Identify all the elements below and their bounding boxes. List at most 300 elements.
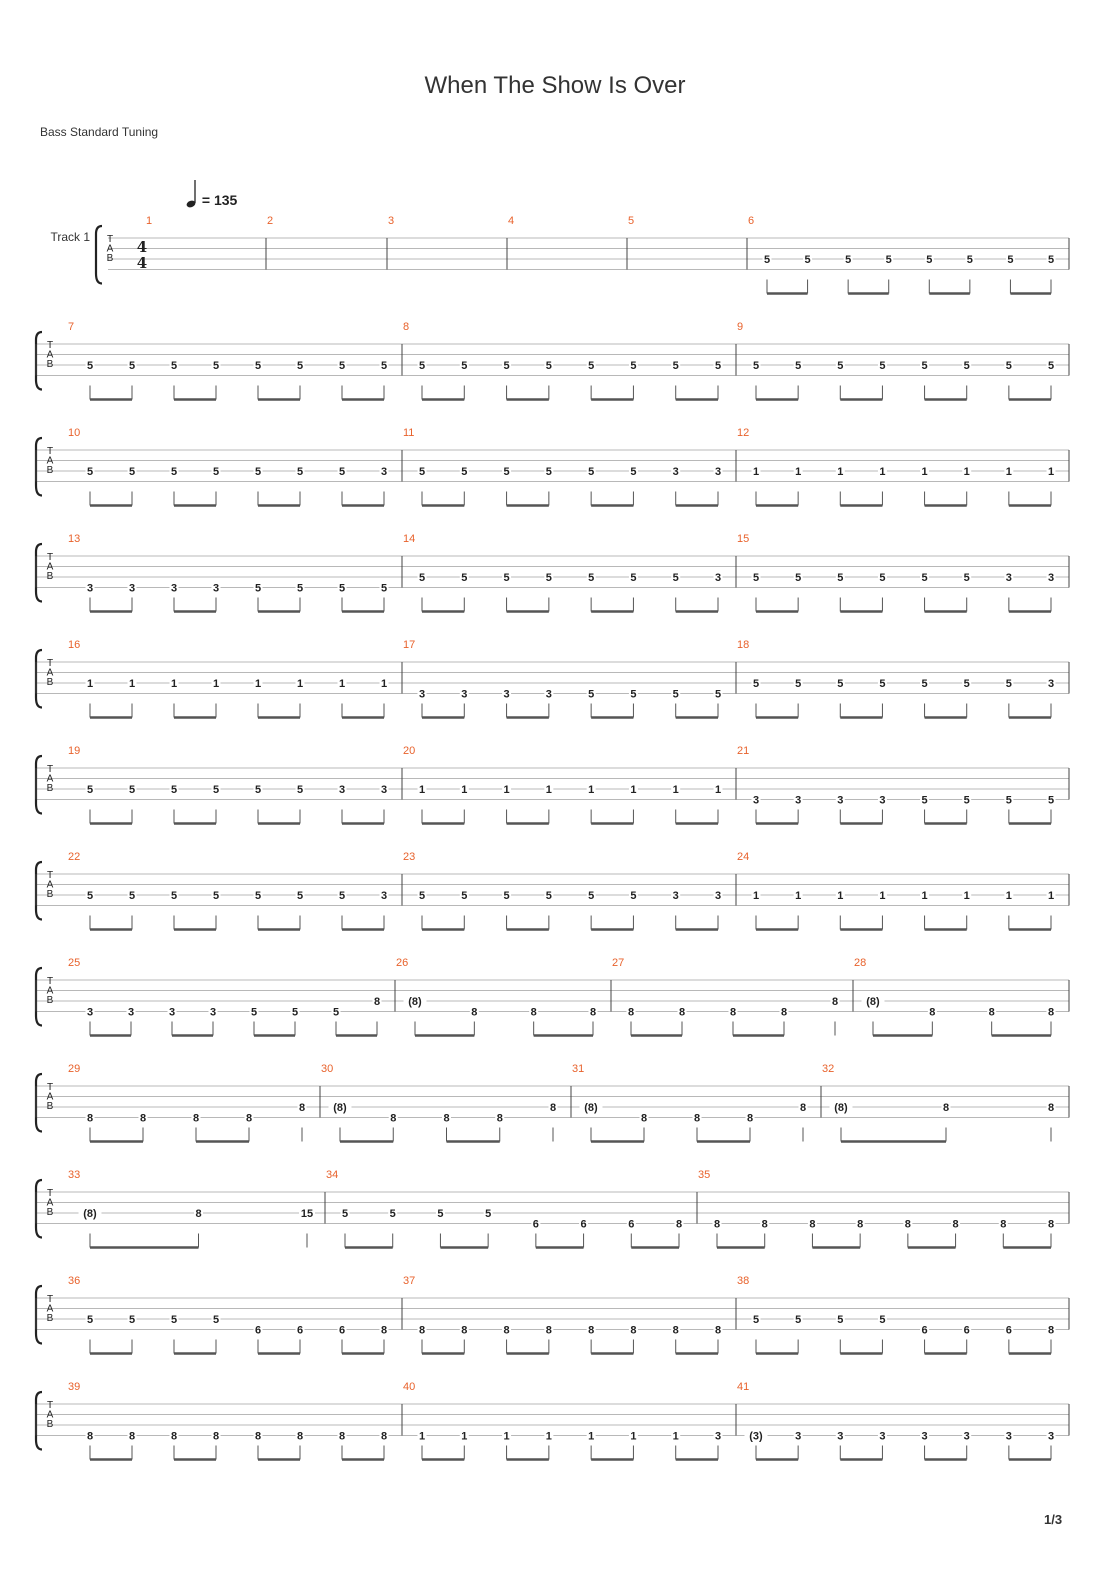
measure-number: 4 <box>508 215 515 227</box>
measure-number: 20 <box>403 745 416 757</box>
tab-clef-letter: A <box>46 561 54 573</box>
fret-number: 5 <box>966 254 973 266</box>
fret-number: 1 <box>545 1430 552 1443</box>
fret-number: 3 <box>503 688 510 701</box>
fret-number: 5 <box>291 1006 299 1019</box>
measure-number: 15 <box>737 533 750 545</box>
fret-number: 5 <box>418 572 426 584</box>
fret-number: 8 <box>952 1218 959 1231</box>
fret-number: 6 <box>296 1324 304 1337</box>
fret-number: 5 <box>86 360 94 372</box>
fret-number: 5 <box>804 254 811 266</box>
fret-number: 5 <box>752 360 760 372</box>
fret-number: 3 <box>86 1006 94 1019</box>
tab-clef-letter: T <box>46 446 54 457</box>
tab-clef-letter: A <box>46 667 54 679</box>
fret-number: (8) <box>584 1102 598 1114</box>
fret-number: 3 <box>127 1006 135 1019</box>
fret-number: 5 <box>1007 254 1014 266</box>
fret-number: 8 <box>746 1112 754 1125</box>
fret-number: 5 <box>795 572 802 584</box>
measure-number: 27 <box>612 957 625 969</box>
measure-number: 22 <box>68 851 81 863</box>
fret-number: 8 <box>139 1112 147 1125</box>
fret-number: 8 <box>245 1112 253 1125</box>
tab-clef-letter: B <box>46 1313 54 1324</box>
fret-number: 1 <box>418 1430 426 1443</box>
fret-number: 5 <box>795 360 802 372</box>
fret-number: 5 <box>296 784 304 796</box>
fret-number: 5 <box>170 784 178 796</box>
measure-number: 5 <box>628 215 635 227</box>
fret-number: 5 <box>837 360 844 372</box>
fret-number: 5 <box>254 582 262 595</box>
fret-number: 15 <box>300 1208 314 1220</box>
tab-clef-letter: A <box>46 773 54 785</box>
fret-number: 5 <box>545 572 552 584</box>
fret-number: 6 <box>1005 1324 1012 1337</box>
tab-clef-letter: B <box>46 1207 54 1218</box>
fret-number: 3 <box>795 794 802 807</box>
fret-number: 5 <box>926 254 933 266</box>
fret-number: 6 <box>963 1324 970 1337</box>
fret-number: 1 <box>418 784 426 796</box>
fret-number: 8 <box>761 1218 768 1231</box>
fret-number: 3 <box>1005 1430 1012 1443</box>
fret-number: 3 <box>1047 1430 1055 1443</box>
fret-number: 1 <box>503 784 510 796</box>
fret-number: 8 <box>254 1430 262 1443</box>
measure-number: 38 <box>737 1275 750 1287</box>
fret-number: 5 <box>588 466 595 478</box>
fret-number: 8 <box>988 1006 995 1019</box>
fret-number: 1 <box>1047 466 1055 478</box>
fret-number: 5 <box>86 1314 94 1326</box>
measure-number: 40 <box>403 1381 416 1393</box>
fret-number: 3 <box>338 784 346 796</box>
fret-number: 5 <box>921 794 928 807</box>
fret-number: 8 <box>630 1324 637 1337</box>
fret-number: 3 <box>212 582 220 595</box>
fret-number: 5 <box>963 360 970 372</box>
fret-number: 1 <box>461 1430 468 1443</box>
fret-number: 5 <box>630 572 637 584</box>
fret-number: 5 <box>212 784 220 796</box>
fret-number: 1 <box>879 890 886 902</box>
fret-number: 8 <box>799 1102 807 1114</box>
fret-number: 5 <box>672 688 679 701</box>
fret-number: 3 <box>128 582 136 595</box>
tab-clef-letter: T <box>46 1400 54 1411</box>
fret-number: 5 <box>1005 794 1012 807</box>
fret-number: 8 <box>1047 1218 1055 1231</box>
measure-number: 32 <box>822 1063 835 1075</box>
fret-number: 3 <box>380 466 388 478</box>
tab-clef-letter: A <box>46 455 54 467</box>
fret-number: 8 <box>471 1006 478 1019</box>
fret-number: 5 <box>170 360 178 372</box>
fret-number: 1 <box>630 1430 637 1443</box>
fret-number: 5 <box>630 360 637 372</box>
fret-number: 1 <box>672 1430 679 1443</box>
tab-clef-letter: T <box>46 1294 54 1305</box>
fret-number: 5 <box>1005 360 1012 372</box>
fret-number: 1 <box>963 466 970 478</box>
measure-number: 34 <box>326 1169 339 1181</box>
fret-number: 5 <box>752 678 760 690</box>
measure-number: 9 <box>737 321 744 333</box>
fret-number: 6 <box>580 1218 587 1231</box>
fret-number: 5 <box>885 254 892 266</box>
fret-number: 8 <box>929 1006 936 1019</box>
fret-number: 5 <box>418 466 426 478</box>
fret-number: 5 <box>332 1006 340 1019</box>
fret-number: 5 <box>212 466 220 478</box>
fret-number: 1 <box>837 890 844 902</box>
fret-number: 5 <box>921 678 928 690</box>
tab-clef-letter: T <box>46 340 54 351</box>
measure-number: 28 <box>854 957 867 969</box>
fret-number: 5 <box>128 1314 136 1326</box>
measure-number: 30 <box>321 1063 334 1075</box>
measure-number: 3 <box>388 215 395 227</box>
tab-clef-letter: A <box>46 985 54 997</box>
measure-number: 25 <box>68 957 81 969</box>
fret-number: 5 <box>250 1006 258 1019</box>
fret-number: 1 <box>380 678 388 690</box>
fret-number: 8 <box>443 1112 450 1125</box>
fret-number: 6 <box>254 1324 262 1337</box>
fret-number: 3 <box>672 890 679 902</box>
fret-number: 5 <box>672 360 679 372</box>
measure-number: 17 <box>403 639 416 651</box>
fret-number: 1 <box>672 784 679 796</box>
fret-number: 3 <box>1005 572 1012 584</box>
tab-clef-letter: A <box>46 349 54 361</box>
fret-number: 8 <box>627 1006 635 1019</box>
fret-number: 8 <box>418 1324 426 1337</box>
fret-number: 8 <box>212 1430 220 1443</box>
fret-number: 8 <box>1047 1102 1055 1114</box>
measure-number: 19 <box>68 745 81 757</box>
tab-clef-letter: B <box>46 783 54 794</box>
fret-number: 3 <box>86 582 94 595</box>
fret-number: 8 <box>390 1112 397 1125</box>
fret-number: 1 <box>879 466 886 478</box>
measure-number: 36 <box>68 1275 81 1287</box>
fret-number: 1 <box>170 678 178 690</box>
fret-number: 6 <box>532 1218 539 1231</box>
measure-number: 29 <box>68 1063 81 1075</box>
tab-clef-letter: B <box>46 1419 54 1430</box>
tab-clef-letter: B <box>46 995 54 1006</box>
measure-number: 16 <box>68 639 81 651</box>
fret-number: 8 <box>904 1218 911 1231</box>
fret-number: 3 <box>714 1430 722 1443</box>
fret-number: 5 <box>714 360 722 372</box>
measure-number: 13 <box>68 533 81 545</box>
fret-number: 8 <box>1047 1006 1055 1019</box>
measure-number: 18 <box>737 639 750 651</box>
fret-number: 5 <box>795 678 802 690</box>
fret-number: 6 <box>628 1218 635 1231</box>
fret-number: 8 <box>545 1324 552 1337</box>
fret-number: 3 <box>461 688 468 701</box>
fret-number: 5 <box>630 890 637 902</box>
track-label: Track 1 <box>50 230 90 244</box>
fret-number: 1 <box>921 466 928 478</box>
fret-number: 5 <box>212 360 220 372</box>
fret-number: 8 <box>693 1112 701 1125</box>
fret-number: 5 <box>879 678 886 690</box>
fret-number: 5 <box>341 1208 349 1220</box>
fret-number: 3 <box>879 1430 886 1443</box>
fret-number: 8 <box>296 1430 304 1443</box>
fret-number: 1 <box>588 784 595 796</box>
fret-number: 5 <box>545 890 552 902</box>
fret-number: 5 <box>545 466 552 478</box>
fret-number: (8) <box>866 996 880 1008</box>
fret-number: 8 <box>809 1218 816 1231</box>
fret-number: 8 <box>503 1324 510 1337</box>
tab-clef-letter: T <box>46 870 54 881</box>
fret-number: 5 <box>845 254 852 266</box>
fret-number: 8 <box>714 1324 722 1337</box>
fret-number: 3 <box>795 1430 802 1443</box>
song-title: When The Show Is Over <box>424 72 686 99</box>
fret-number: 1 <box>1005 466 1012 478</box>
fret-number: 1 <box>795 890 802 902</box>
measure-number: 24 <box>737 851 750 863</box>
fret-number: 5 <box>795 1314 802 1326</box>
system-bracket <box>36 968 42 1026</box>
system-bracket <box>36 544 42 602</box>
tab-clef-letter: B <box>106 253 114 264</box>
fret-number: 6 <box>921 1324 928 1337</box>
time-signature-bottom: 4 <box>136 254 148 272</box>
fret-number: 8 <box>831 996 839 1008</box>
tab-clef-letter: A <box>46 1091 54 1103</box>
fret-number: 5 <box>879 572 886 584</box>
fret-number: 3 <box>837 794 844 807</box>
fret-number: 5 <box>296 890 304 902</box>
tab-clef-letter: B <box>46 1101 54 1112</box>
system-bracket <box>36 1180 42 1238</box>
page-number: 1/3 <box>1044 1512 1063 1527</box>
fret-number: 5 <box>418 890 426 902</box>
measure-number: 14 <box>403 533 416 545</box>
fret-number: 3 <box>545 688 552 701</box>
fret-number: 1 <box>963 890 970 902</box>
fret-number: 5 <box>879 1314 886 1326</box>
fret-number: 3 <box>714 572 722 584</box>
fret-number: 3 <box>714 890 722 902</box>
measure-number: 39 <box>68 1381 81 1393</box>
fret-number: 8 <box>373 996 381 1008</box>
fret-number: 5 <box>1047 254 1055 266</box>
fret-number: 5 <box>963 678 970 690</box>
tab-clef-letter: T <box>46 976 54 987</box>
tab-clef-letter: B <box>46 889 54 900</box>
fret-number: 8 <box>338 1430 346 1443</box>
fret-number: 3 <box>1047 678 1055 690</box>
tab-clef-letter: B <box>46 359 54 370</box>
tab-clef-letter: B <box>46 677 54 688</box>
fret-number: 5 <box>128 466 136 478</box>
tab-clef-letter: T <box>46 552 54 563</box>
fret-number: 5 <box>1047 794 1055 807</box>
fret-number: 5 <box>338 890 346 902</box>
fret-number: 3 <box>418 688 426 701</box>
fret-number: 5 <box>503 360 510 372</box>
fret-number: 5 <box>545 360 552 372</box>
fret-number: (8) <box>834 1102 848 1114</box>
measure-number: 7 <box>68 321 75 333</box>
fret-number: 5 <box>338 466 346 478</box>
fret-number: 5 <box>837 572 844 584</box>
fret-number: 5 <box>254 360 262 372</box>
tab-clef-letter: A <box>46 1409 54 1421</box>
fret-number: 5 <box>296 582 304 595</box>
system-bracket <box>36 1392 42 1450</box>
fret-number: 5 <box>212 890 220 902</box>
fret-number: 5 <box>254 466 262 478</box>
fret-number: 3 <box>714 466 722 478</box>
fret-number: 5 <box>503 466 510 478</box>
fret-number: 8 <box>589 1006 597 1019</box>
measure-number: 2 <box>267 215 274 227</box>
fret-number: 1 <box>1047 890 1055 902</box>
fret-number: 3 <box>672 466 679 478</box>
tab-clef-letter: A <box>46 1303 54 1315</box>
fret-number: 5 <box>389 1208 396 1220</box>
fret-number: (3) <box>749 1430 763 1443</box>
fret-number: 5 <box>921 360 928 372</box>
fret-number: 1 <box>128 678 136 690</box>
tab-clef-letter: A <box>46 1197 54 1209</box>
fret-number: 8 <box>640 1112 648 1125</box>
tab-clef-letter: A <box>106 243 114 255</box>
fret-number: 5 <box>588 890 595 902</box>
fret-number: 8 <box>86 1430 94 1443</box>
tab-clef-letter: B <box>46 465 54 476</box>
fret-number: 5 <box>963 794 970 807</box>
fret-number: (8) <box>333 1102 347 1114</box>
fret-number: 1 <box>461 784 468 796</box>
tab-clef-letter: T <box>46 658 54 669</box>
fret-number: 5 <box>837 678 844 690</box>
fret-number: 5 <box>588 572 595 584</box>
measure-number: 6 <box>748 215 755 227</box>
system-bracket <box>96 226 102 284</box>
measure-number: 12 <box>737 427 750 439</box>
tab-clef-letter: T <box>46 764 54 775</box>
fret-number: 8 <box>588 1324 595 1337</box>
fret-number: 5 <box>763 254 771 266</box>
fret-number: 5 <box>461 890 468 902</box>
fret-number: 5 <box>170 890 178 902</box>
system-bracket <box>36 756 42 814</box>
tab-clef-letter: A <box>46 879 54 891</box>
fret-number: 5 <box>86 466 94 478</box>
fret-number: 5 <box>752 572 760 584</box>
fret-number: 5 <box>296 466 304 478</box>
fret-number: 1 <box>714 784 722 796</box>
fret-number: 8 <box>380 1430 388 1443</box>
fret-number: 5 <box>1047 360 1055 372</box>
fret-number: 5 <box>254 784 262 796</box>
fret-number: 1 <box>921 890 928 902</box>
fret-number: 5 <box>485 1208 492 1220</box>
fret-number: 5 <box>1005 678 1012 690</box>
fret-number: 1 <box>545 784 552 796</box>
fret-number: 8 <box>128 1430 136 1443</box>
fret-number: 5 <box>86 890 94 902</box>
fret-number: (8) <box>83 1208 97 1220</box>
fret-number: 3 <box>170 582 178 595</box>
tab-clef-letter: T <box>46 1188 54 1199</box>
fret-number: 5 <box>752 1314 760 1326</box>
fret-number: 5 <box>338 582 346 595</box>
fret-number: 8 <box>549 1102 557 1114</box>
fret-number: 5 <box>86 784 94 796</box>
system-bracket <box>36 332 42 390</box>
fret-number: 1 <box>752 466 760 478</box>
fret-number: 5 <box>714 688 722 701</box>
fret-number: 5 <box>879 360 886 372</box>
measure-number: 23 <box>403 851 416 863</box>
fret-number: 3 <box>380 890 388 902</box>
measure-number: 21 <box>737 745 750 757</box>
measure-number: 1 <box>146 215 153 227</box>
measure-number: 31 <box>572 1063 585 1075</box>
fret-number: 8 <box>496 1112 503 1125</box>
fret-number: 8 <box>86 1112 94 1125</box>
fret-number: 1 <box>254 678 262 690</box>
fret-number: 8 <box>1047 1324 1055 1337</box>
fret-number: 5 <box>128 784 136 796</box>
fret-number: (8) <box>408 996 422 1008</box>
fret-number: 8 <box>672 1324 679 1337</box>
fret-number: 8 <box>461 1324 468 1337</box>
fret-number: 1 <box>503 1430 510 1443</box>
fret-number: 5 <box>588 360 595 372</box>
fret-number: 5 <box>437 1208 444 1220</box>
measure-number: 37 <box>403 1275 416 1287</box>
fret-number: 1 <box>837 466 844 478</box>
fret-number: 8 <box>298 1102 306 1114</box>
fret-number: 6 <box>338 1324 346 1337</box>
fret-number: 8 <box>380 1324 388 1337</box>
fret-number: 5 <box>380 582 388 595</box>
fret-number: 5 <box>588 688 595 701</box>
fret-number: 8 <box>857 1218 864 1231</box>
fret-number: 5 <box>170 1314 178 1326</box>
fret-number: 8 <box>713 1218 721 1231</box>
fret-number: 3 <box>963 1430 970 1443</box>
tuning-label: Bass Standard Tuning <box>40 125 159 139</box>
fret-number: 8 <box>170 1430 178 1443</box>
fret-number: 5 <box>380 360 388 372</box>
fret-number: 3 <box>380 784 388 796</box>
fret-number: 8 <box>675 1218 683 1231</box>
fret-number: 3 <box>209 1006 217 1019</box>
time-signature-top: 4 <box>136 238 148 256</box>
measure-number: 10 <box>68 427 81 439</box>
tab-clef-letter: T <box>46 1082 54 1093</box>
fret-number: 5 <box>963 572 970 584</box>
fret-number: 1 <box>630 784 637 796</box>
